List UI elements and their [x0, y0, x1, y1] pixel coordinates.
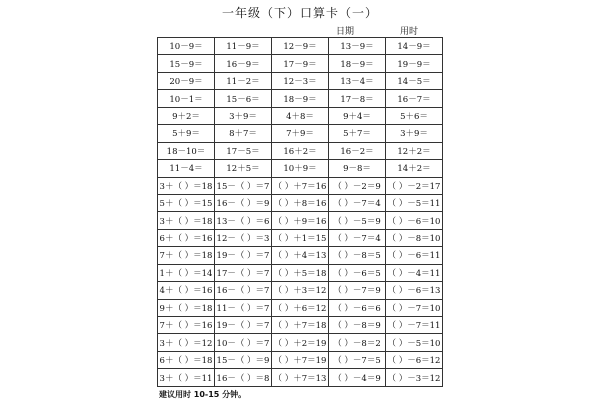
- problem-cell: 19－（ ）＝7: [215, 247, 272, 264]
- problem-cell: 5＋（ ）＝15: [158, 194, 215, 211]
- problem-cell: 4＋8＝: [272, 107, 329, 124]
- problem-cell: （ ）＋2＝19: [272, 334, 329, 351]
- table-row: [158, 90, 443, 107]
- problem-cell: 15－6＝: [215, 90, 272, 107]
- table-row: [158, 160, 443, 177]
- problem-cell: 19－（ ）＝7: [215, 317, 272, 334]
- problem-cell: 17－（ ）＝7: [215, 264, 272, 281]
- table-row: [158, 212, 443, 229]
- problem-cell: 13－4＝: [329, 72, 386, 89]
- problem-cell: 3＋（ ）＝12: [158, 334, 215, 351]
- problem-cell: （ ）－2＝17: [386, 177, 443, 194]
- problem-cell: 18－10＝: [158, 142, 215, 159]
- problem-cell: 3＋9＝: [215, 107, 272, 124]
- problem-cell: 16－7＝: [386, 90, 443, 107]
- problem-cell: 10－9＝: [158, 38, 215, 55]
- problem-cell: 12＋5＝: [215, 160, 272, 177]
- problem-cell: 16－（ ）＝9: [215, 194, 272, 211]
- problem-cell: （ ）＋1＝15: [272, 229, 329, 246]
- table-row: [158, 264, 443, 281]
- problem-cell: （ ）＋4＝13: [272, 247, 329, 264]
- problem-cell: 7＋（ ）＝16: [158, 317, 215, 334]
- problem-cell: 9＋（ ）＝18: [158, 299, 215, 316]
- table-row: [158, 351, 443, 368]
- problem-cell: 16－9＝: [215, 55, 272, 72]
- problem-cell: 18－9＝: [272, 90, 329, 107]
- problem-cell: 7＋9＝: [272, 125, 329, 142]
- table-row: [158, 299, 443, 316]
- problem-cell: 12＋2＝: [386, 142, 443, 159]
- problem-cell: 15－9＝: [158, 55, 215, 72]
- problem-cell: （ ）－5＝9: [329, 212, 386, 229]
- problem-cell: 15－（ ）＝9: [215, 351, 272, 368]
- problem-cell: 6＋（ ）＝18: [158, 351, 215, 368]
- problem-cell: 8＋7＝: [215, 125, 272, 142]
- problem-cell: 9＋4＝: [329, 107, 386, 124]
- problem-cell: 1＋（ ）＝14: [158, 264, 215, 281]
- table-row: [158, 229, 443, 246]
- problem-cell: 16＋2＝: [272, 142, 329, 159]
- problem-cell: 14－9＝: [386, 38, 443, 55]
- table-row: [158, 125, 443, 142]
- table-row: [158, 282, 443, 299]
- problem-cell: 10－1＝: [158, 90, 215, 107]
- problem-cell: （ ）－8＝10: [386, 229, 443, 246]
- table-row: [158, 247, 443, 264]
- problem-cell: 16－（ ）＝8: [215, 369, 272, 387]
- problem-cell: 17－5＝: [215, 142, 272, 159]
- problem-cell: （ ）－7＝9: [329, 282, 386, 299]
- problem-cell: （ ）－4＝9: [329, 369, 386, 387]
- page-title: 一年级（下）口算卡（一）: [221, 6, 378, 20]
- problem-cell: 6＋（ ）＝16: [158, 229, 215, 246]
- table-row: [158, 38, 443, 55]
- problem-cell: 4＋（ ）＝16: [158, 282, 215, 299]
- problem-cell: （ ）＋7＝13: [272, 369, 329, 387]
- table-row: [158, 194, 443, 211]
- problem-cell: （ ）－5＝11: [386, 194, 443, 211]
- problem-cell: 5＋7＝: [329, 125, 386, 142]
- arithmetic-table: [157, 37, 443, 387]
- problem-cell: 12－9＝: [272, 38, 329, 55]
- problem-cell: （ ）－6＝5: [329, 264, 386, 281]
- problem-cell: （ ）－7＝4: [329, 229, 386, 246]
- problem-cell: 3＋（ ）＝18: [158, 212, 215, 229]
- problem-cell: （ ）＋3＝12: [272, 282, 329, 299]
- problem-cell: （ ）－2＝9: [329, 177, 386, 194]
- problem-cell: （ ）－3＝12: [386, 369, 443, 387]
- problem-cell: （ ）＋7＝18: [272, 317, 329, 334]
- problem-cell: 3＋（ ）＝11: [158, 369, 215, 387]
- problem-cell: （ ）－7＝11: [386, 317, 443, 334]
- problem-cell: 13－（ ）＝6: [215, 212, 272, 229]
- problem-cell: （ ）－5＝10: [386, 334, 443, 351]
- table-row: [158, 334, 443, 351]
- problem-cell: （ ）－7＝5: [329, 351, 386, 368]
- table-row: [158, 55, 443, 72]
- problem-cell: （ ）－6＝13: [386, 282, 443, 299]
- table-row: [158, 72, 443, 89]
- problem-cell: 17－8＝: [329, 90, 386, 107]
- problem-cell: 9＋2＝: [158, 107, 215, 124]
- problem-cell: 10＋9＝: [272, 160, 329, 177]
- table-row: [158, 177, 443, 194]
- problem-cell: 16－（ ）＝7: [215, 282, 272, 299]
- problem-cell: 11－2＝: [215, 72, 272, 89]
- table-row: [158, 107, 443, 124]
- problem-cell: （ ）＋6＝12: [272, 299, 329, 316]
- problem-cell: 18－9＝: [329, 55, 386, 72]
- problem-cell: 7＋（ ）＝18: [158, 247, 215, 264]
- problem-cell: 3＋（ ）＝18: [158, 177, 215, 194]
- problem-cell: （ ）－8＝5: [329, 247, 386, 264]
- problem-cell: （ ）＋5＝18: [272, 264, 329, 281]
- problem-cell: （ ）＋9＝16: [272, 212, 329, 229]
- problem-cell: 12－（ ）＝3: [215, 229, 272, 246]
- time-label: 用时: [400, 27, 419, 37]
- problem-cell: 14－5＝: [386, 72, 443, 89]
- problem-cell: 12－3＝: [272, 72, 329, 89]
- problem-cell: （ ）＋7＝16: [272, 177, 329, 194]
- problem-cell: 11－（ ）＝7: [215, 299, 272, 316]
- problem-cell: 17－9＝: [272, 55, 329, 72]
- problem-cell: 3＋9＝: [386, 125, 443, 142]
- problem-cell: （ ）－7＝4: [329, 194, 386, 211]
- problem-cell: （ ）＋8＝16: [272, 194, 329, 211]
- problem-cell: 14＋2＝: [386, 160, 443, 177]
- table-row: [158, 317, 443, 334]
- table-row: [158, 142, 443, 159]
- problem-cell: （ ）＋7＝19: [272, 351, 329, 368]
- problem-cell: 15－（ ）＝7: [215, 177, 272, 194]
- problem-cell: （ ）－6＝12: [386, 351, 443, 368]
- problem-cell: 13－9＝: [329, 38, 386, 55]
- problem-cell: （ ）－6＝10: [386, 212, 443, 229]
- problem-cell: （ ）－6＝6: [329, 299, 386, 316]
- problem-cell: 20－9＝: [158, 72, 215, 89]
- problem-cell: （ ）－8＝9: [329, 317, 386, 334]
- date-label: 日期: [336, 27, 355, 37]
- problem-cell: （ ）－8＝2: [329, 334, 386, 351]
- table-row: [158, 369, 443, 387]
- problem-cell: 19－9＝: [386, 55, 443, 72]
- problem-cell: 5＋9＝: [158, 125, 215, 142]
- problem-cell: 11－9＝: [215, 38, 272, 55]
- problem-cell: 16－2＝: [329, 142, 386, 159]
- problem-cell: （ ）－6＝11: [386, 247, 443, 264]
- problem-cell: （ ）－4＝11: [386, 264, 443, 281]
- problem-cell: 5＋6＝: [386, 107, 443, 124]
- suggested-time-note: 建议用时 10-15 分钟。: [159, 390, 247, 399]
- problem-cell: 11－4＝: [158, 160, 215, 177]
- problem-cell: 9－8＝: [329, 160, 386, 177]
- problem-cell: （ ）－7＝10: [386, 299, 443, 316]
- problem-cell: 10－（ ）＝7: [215, 334, 272, 351]
